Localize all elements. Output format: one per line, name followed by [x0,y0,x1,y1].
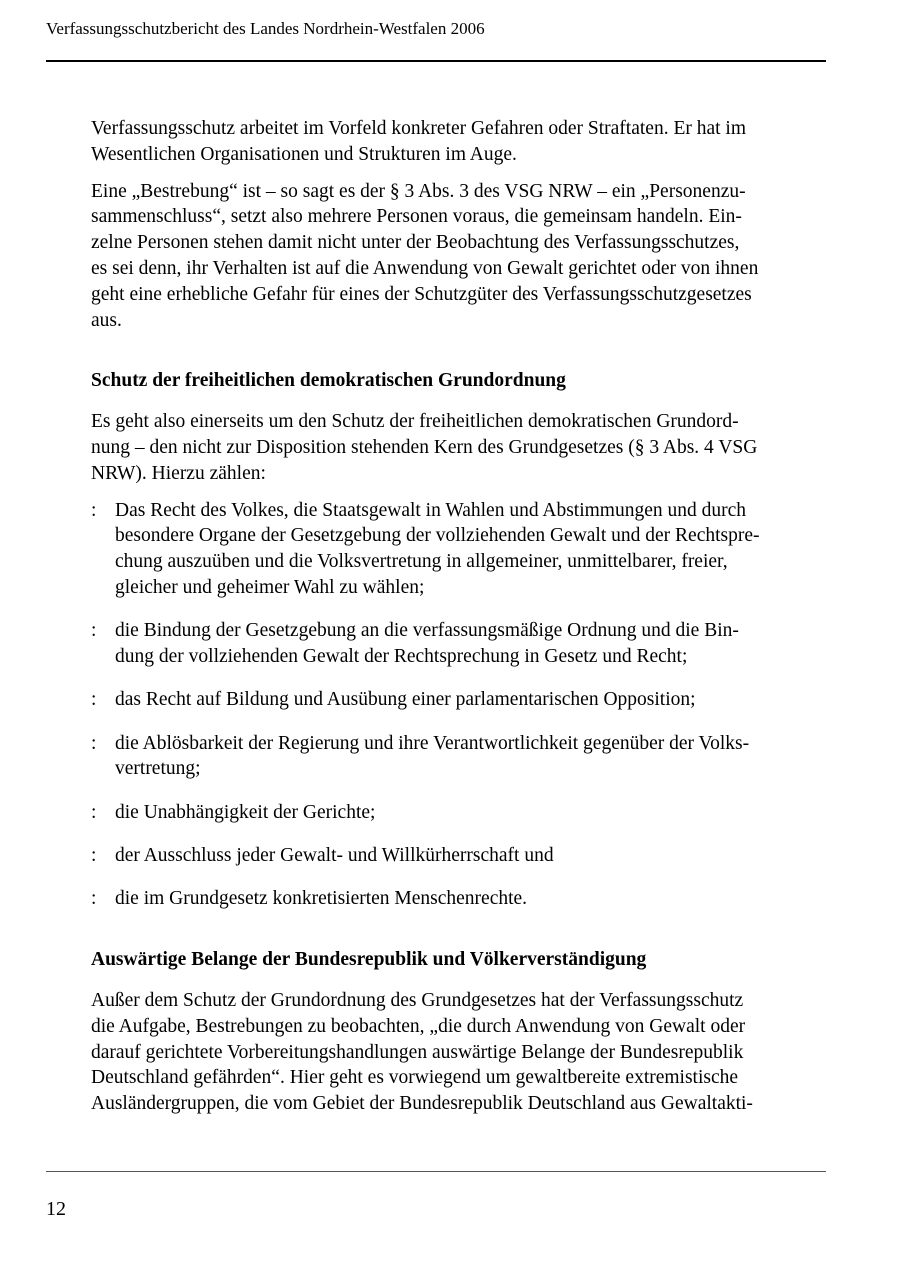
page-number: 12 [46,1198,66,1220]
text-line: besondere Organe der Gesetzgebung der vollziehenden Gewalt und der Rechtspre- [115,525,760,547]
text-line: vertretung; [115,758,201,780]
text-line: aus. [91,309,122,331]
page-content [91,116,831,1128]
text-line: Ausländergruppen, die vom Gebiet der Bundesrepublik Deutschland aus Gewaltakti- [91,1093,753,1115]
bullet-marker: : [91,801,97,823]
text-line: Eine „Bestrebung“ ist – so sagt es der § 3 Abs. 3 des VSG NRW – ein „Personenzu- [91,180,746,202]
text-line: chung auszuüben und die Volksvertretung in allgemeiner, unmittelbarer, freier, [115,551,728,573]
list-item [91,800,831,826]
text-line: Das Recht des Volkes, die Staatsgewalt in Wahlen und Abstimmungen und durch [115,499,747,521]
header-rule [46,60,826,62]
text-line: die Bindung der Gesetzgebung an die verfassungsmäßige Ordnung und die Bin- [115,620,739,642]
list-item [91,731,831,783]
text-line: Außer dem Schutz der Grundordnung des Grundgesetzes hat der Verfassungsschutz [91,989,744,1011]
text-line: der Ausschluss jeder Gewalt- und Willkürherrschaft und [115,845,554,867]
running-header: Verfassungsschutzbericht des Landes Nordrhein-Westfalen 2006 [46,19,485,38]
text-line: darauf gerichtete Vorbereitungshandlungen auswärtige Belange der Bundesrepublik [91,1041,744,1063]
paragraph-grundordnung [91,409,831,486]
text-line: geht eine erhebliche Gefahr für eines der Schutzgüter des Verfassungsschutzgesetzes [91,283,752,305]
text-line: Wesentlichen Organisationen und Strukturen im Auge. [91,143,517,165]
text-line: die Ablösbarkeit der Regierung und ihre Verantwortlichkeit gegenüber der Volks- [115,732,750,754]
bullet-marker: : [91,888,97,910]
text-line: es sei denn, ihr Verhalten ist auf die Anwendung von Gewalt gerichtet oder von ihnen [91,257,759,279]
paragraph-intro [91,116,831,168]
text-line: NRW). Hierzu zählen: [91,462,266,484]
text-line: die im Grundgesetz konkretisierten Menschenrechte. [115,888,528,910]
section-heading-auswaertige-belange: Auswärtige Belange der Bundesrepublik und Völkerverständigung [91,949,647,971]
bullet-list [91,498,831,913]
text-line: gleicher und geheimer Wahl zu wählen; [115,576,425,598]
list-item [91,886,831,912]
footer-rule [46,1171,826,1172]
text-line: nung – den nicht zur Disposition stehenden Kern des Grundgesetzes (§ 3 Abs. 4 VSG [91,436,758,458]
text-line: die Unabhängigkeit der Gerichte; [115,801,376,823]
text-line: Deutschland gefährden“. Hier geht es vorwiegend um gewaltbereite extremistische [91,1067,739,1089]
list-item [91,498,831,601]
list-item [91,618,831,670]
text-line: das Recht auf Bildung und Ausübung einer parlamentarischen Opposition; [115,689,696,711]
bullet-marker: : [91,732,97,754]
paragraph-bestrebung [91,179,831,334]
bullet-marker: : [91,845,97,867]
list-item [91,687,831,713]
bullet-marker: : [91,689,97,711]
bullet-marker: : [91,620,97,642]
text-line: sammenschluss“, setzt also mehrere Personen voraus, die gemeinsam handeln. Ein- [91,206,742,228]
paragraph-auswaertige-belange [91,988,831,1117]
text-line: die Aufgabe, Bestrebungen zu beobachten, „die durch Anwendung von Gewalt oder [91,1015,746,1037]
text-line: zelne Personen stehen damit nicht unter der Beobachtung des Verfassungsschutzes, [91,232,740,254]
text-line: Verfassungsschutz arbeitet im Vorfeld konkreter Gefahren oder Straftaten. Er hat im [91,118,747,139]
text-line: Es geht also einerseits um den Schutz der freiheitlichen demokratischen Grundord- [91,411,739,433]
text-line: dung der vollziehenden Gewalt der Rechtsprechung in Gesetz und Recht; [115,646,688,668]
list-item [91,843,831,869]
section-heading-grundordnung: Schutz der freiheitlichen demokratischen Grundordnung [91,370,566,392]
bullet-marker: : [91,499,97,521]
